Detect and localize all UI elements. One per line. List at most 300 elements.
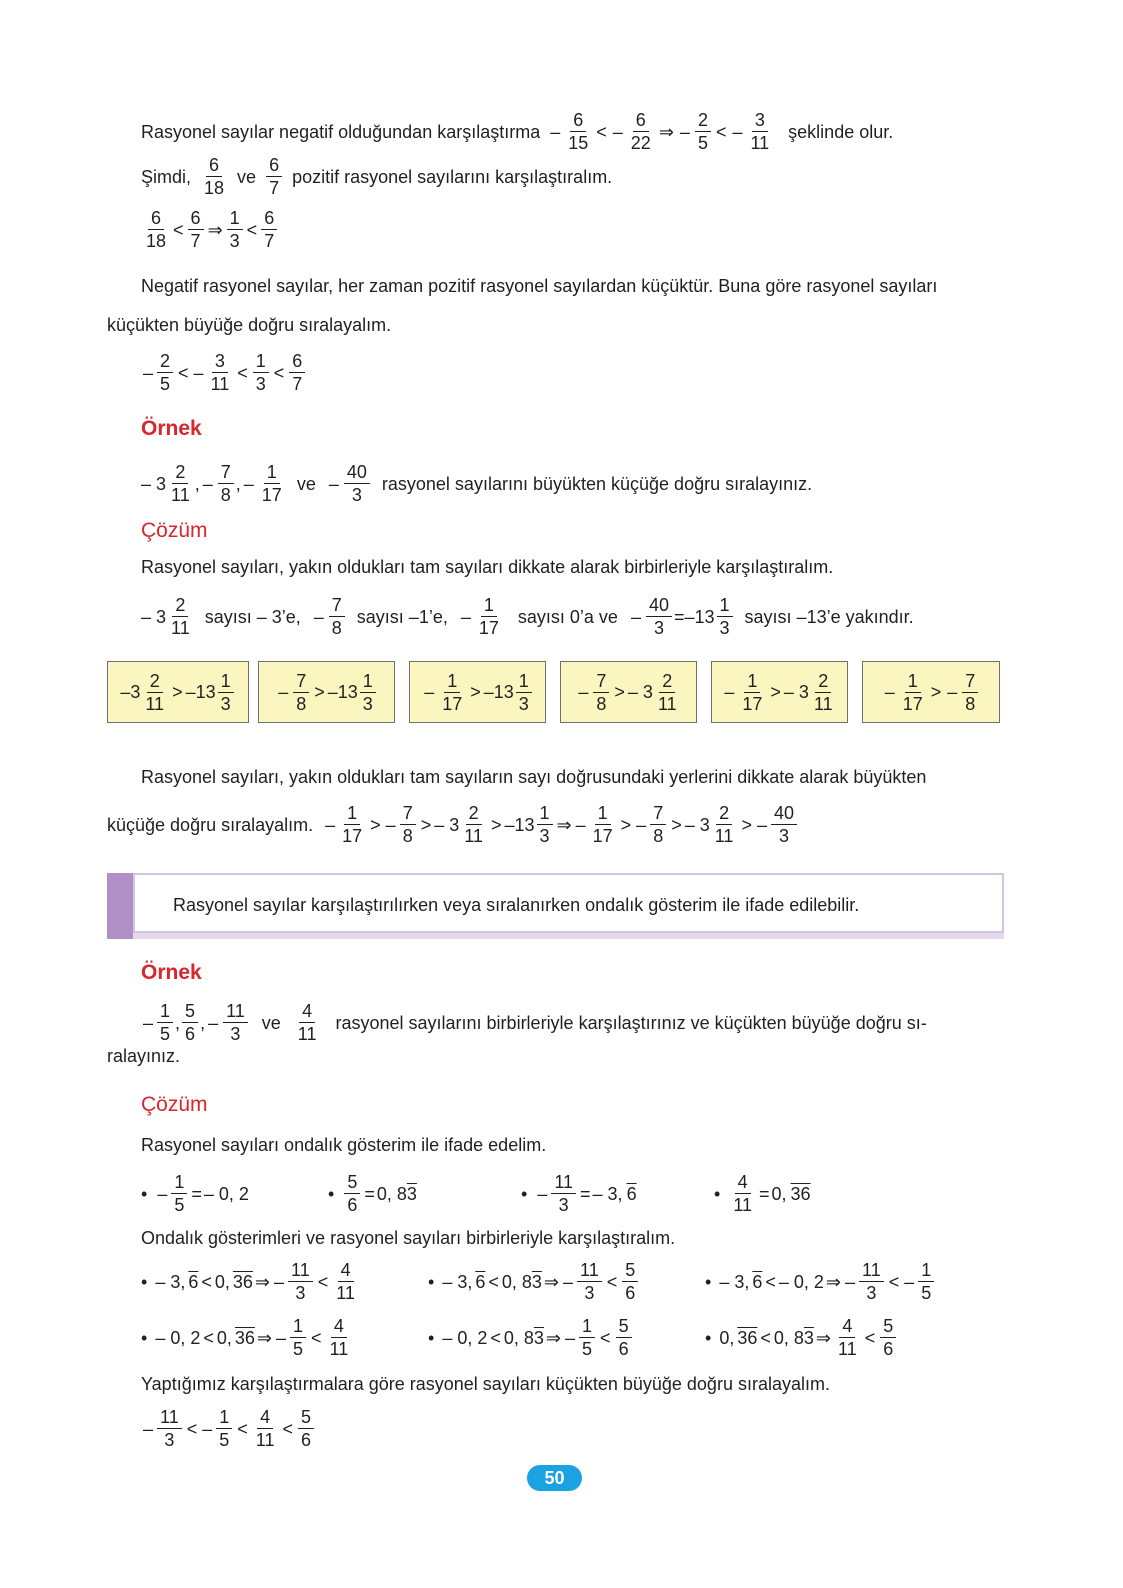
- math-operator: –: [202, 473, 213, 494]
- fraction-denominator: 7: [269, 178, 280, 198]
- fraction-denominator: 5: [174, 1195, 185, 1215]
- fraction-denominator: 3: [230, 1024, 241, 1044]
- decimal-intro: [141, 1136, 546, 1154]
- fraction-denominator: 8: [296, 693, 307, 714]
- fraction-numerator: 1: [171, 1171, 187, 1194]
- fraction-numerator: 2: [157, 350, 173, 373]
- fraction-denominator: 3: [778, 826, 789, 846]
- fraction-denominator: 11: [750, 133, 770, 153]
- fraction: [344, 1171, 360, 1216]
- math-operator: <: [282, 1418, 293, 1439]
- math-text: ve: [296, 473, 316, 494]
- math-text: Rasyonel sayıları, yakın oldukları tam sayıları dikkate alarak birbirleriyle karşılaştıralım.: [141, 557, 834, 577]
- math-text: 3: [803, 1327, 814, 1348]
- fraction-denominator: 3: [653, 618, 664, 638]
- math-text: Rasyonel sayıları, yakın oldukları tam sayıların sayı doğrusundaki yerlerini dikkate alarak büyükten: [141, 767, 927, 787]
- fraction-denominator: 3: [518, 693, 529, 714]
- math-operator: –: [845, 1271, 856, 1292]
- math-text: 0, 8: [773, 1327, 804, 1348]
- math-operator: –: [884, 681, 895, 702]
- fraction-denominator: 6: [347, 1195, 358, 1215]
- fraction-numerator: 2: [147, 670, 163, 693]
- math-operator: <: [178, 362, 189, 383]
- fraction-denominator: 5: [219, 1430, 230, 1450]
- math-operator: =: [364, 1183, 375, 1204]
- fraction-denominator: 11: [733, 1195, 752, 1215]
- fraction: [339, 802, 365, 847]
- fraction: [590, 802, 616, 847]
- math-text: 6: [626, 1183, 637, 1204]
- math-operator: ⇒: [256, 1327, 273, 1348]
- example-2-solution-heading: Çözüm: [141, 1093, 208, 1116]
- decimal-item-1: [141, 1171, 249, 1216]
- fraction-denominator: 5: [921, 1283, 932, 1303]
- math-text: küçüğe doğru sıralayalım.: [107, 814, 314, 835]
- fraction-numerator: 4: [338, 1259, 354, 1282]
- fraction-denominator: 6: [618, 1339, 629, 1359]
- fraction-denominator: 8: [596, 693, 607, 714]
- comparison-item-1: [141, 1259, 360, 1304]
- final-ordering: [141, 1406, 316, 1451]
- intro-line-1-suffix: şeklinde olur.: [788, 121, 894, 142]
- math-operator: –: [612, 121, 623, 142]
- fraction-numerator: 2: [172, 461, 188, 484]
- math-text: – 3,: [442, 1271, 473, 1292]
- math-operator: –: [276, 1327, 287, 1348]
- math-text: ,: [175, 1012, 181, 1033]
- math-operator: >: [620, 814, 632, 835]
- math-operator: >: [370, 814, 381, 835]
- math-operator: <: [186, 1418, 198, 1439]
- fraction: [171, 1171, 187, 1216]
- fraction-numerator: 3: [752, 109, 768, 132]
- math-text: 6: [188, 1271, 199, 1292]
- math-text: 0,: [719, 1327, 735, 1348]
- math-text: – 3: [434, 814, 460, 835]
- math-operator: <: [606, 1271, 618, 1292]
- example-1-heading: Örnek: [141, 417, 202, 440]
- math-operator: >: [420, 814, 432, 835]
- fraction: [835, 1315, 860, 1360]
- fraction: [717, 594, 733, 639]
- math-operator: <: [317, 1271, 329, 1292]
- fraction: [344, 461, 370, 506]
- math-text: Şimdi,: [141, 166, 192, 187]
- math-text: – 0, 2: [778, 1271, 824, 1292]
- comparison-box-4: [560, 661, 697, 723]
- math-operator: ⇒: [658, 121, 674, 142]
- fraction-numerator: 1: [216, 1406, 232, 1429]
- math-text: 36: [737, 1327, 758, 1348]
- fraction-numerator: 1: [157, 1000, 173, 1023]
- fraction: [157, 1406, 182, 1451]
- fraction-numerator: 1: [481, 594, 497, 617]
- fraction-numerator: 40: [771, 802, 797, 825]
- fraction-denominator: 17: [261, 485, 282, 505]
- math-text: 0, 8: [376, 1183, 407, 1204]
- math-text: Negatif rasyonel sayılar, her zaman pozitif rasyonel sayılardan küçüktür. Buna göre rasyonel sayıları: [141, 276, 938, 296]
- fraction-numerator: 6: [570, 109, 586, 132]
- math-operator: –: [278, 681, 289, 702]
- intro-line-2: [141, 154, 612, 199]
- math-operator: >: [470, 681, 481, 702]
- fraction-numerator: 4: [331, 1315, 347, 1338]
- math-operator: ⇒: [207, 219, 223, 240]
- math-text: sayısı – 3’e,: [204, 606, 301, 627]
- fraction-numerator: 7: [218, 461, 234, 484]
- fraction: [579, 1315, 595, 1360]
- fraction-denominator: 3: [539, 826, 550, 846]
- fraction: [227, 207, 243, 252]
- fraction-numerator: 11: [157, 1406, 182, 1429]
- paragraph-2-ordering: [107, 802, 799, 847]
- fraction-denominator: 8: [965, 693, 976, 714]
- fraction-denominator: 11: [171, 485, 190, 505]
- fraction-denominator: 7: [292, 374, 303, 394]
- math-text: – 0, 2: [203, 1183, 249, 1204]
- fraction-denominator: 11: [210, 374, 230, 394]
- fraction: [143, 207, 169, 252]
- math-operator: ⇒: [556, 814, 572, 835]
- fraction: [333, 1259, 358, 1304]
- math-text: 6: [752, 1271, 763, 1292]
- math-text: Rasyonel sayıları ondalık gösterim ile ifade edelim.: [141, 1135, 547, 1155]
- compare-intro: [141, 1229, 675, 1247]
- math-operator: –: [143, 362, 154, 383]
- fraction: [551, 1171, 576, 1216]
- fraction: [739, 670, 765, 715]
- fraction: [218, 461, 234, 506]
- math-text: •: [141, 1271, 148, 1292]
- fraction-numerator: 40: [646, 594, 672, 617]
- fraction-denominator: 18: [146, 231, 167, 251]
- fraction-numerator: 1: [253, 350, 269, 373]
- fraction: [439, 670, 465, 715]
- math-operator: ⇒: [543, 1271, 560, 1292]
- math-operator: –: [157, 1183, 168, 1204]
- math-text: ,: [200, 1012, 206, 1033]
- fraction-denominator: 8: [331, 618, 342, 638]
- fraction-denominator: 3: [584, 1283, 595, 1303]
- fraction: [747, 109, 772, 154]
- math-operator: <: [237, 362, 248, 383]
- fraction-denominator: 5: [697, 133, 708, 153]
- example-1-solution-heading: Çözüm: [141, 519, 208, 542]
- fraction: [188, 207, 204, 252]
- math-text: 0,: [771, 1183, 787, 1204]
- fraction: [622, 1259, 638, 1304]
- math-text: 0, 8: [501, 1271, 532, 1292]
- fraction: [168, 461, 193, 506]
- fraction: [208, 350, 233, 395]
- fraction-numerator: 1: [537, 802, 553, 825]
- fraction-denominator: 11: [714, 826, 734, 846]
- fraction: [628, 109, 654, 154]
- fraction-numerator: 11: [551, 1171, 576, 1194]
- fraction-numerator: 4: [735, 1171, 751, 1194]
- paragraph-2: [141, 768, 926, 786]
- fraction: [962, 670, 978, 715]
- fraction-numerator: 1: [444, 670, 460, 693]
- fraction-denominator: 17: [592, 826, 613, 846]
- fraction: [290, 1315, 306, 1360]
- example-1-question: [141, 461, 812, 506]
- fraction-denominator: 17: [342, 826, 363, 846]
- fraction-numerator: 40: [344, 461, 370, 484]
- note-text: Rasyonel sayılar karşılaştırılırken veya sıralanırken ondalık gösterim ile ifade edilebilir.: [173, 895, 860, 915]
- fraction: [253, 1406, 278, 1451]
- comparison-box-6: [862, 661, 1000, 723]
- fraction-denominator: 8: [220, 485, 231, 505]
- intro-line-1: [141, 109, 893, 154]
- math-text: ve: [261, 1012, 281, 1033]
- decimal-item-3: [521, 1171, 637, 1216]
- fraction-numerator: 1: [717, 594, 733, 617]
- math-operator: –: [732, 121, 743, 142]
- intro-line-1-text: Rasyonel sayılar negatif olduğundan karşılaştırma: [141, 121, 541, 142]
- fraction-numerator: 3: [212, 350, 228, 373]
- math-text: –3: [120, 681, 141, 702]
- math-operator: =: [191, 1183, 202, 1204]
- math-text: 3: [531, 1271, 542, 1292]
- math-operator: –: [947, 681, 958, 702]
- fraction-denominator: 11: [329, 1339, 349, 1359]
- math-text: – 3: [627, 681, 653, 702]
- math-operator: >: [614, 681, 625, 702]
- math-operator: –: [208, 1012, 219, 1033]
- math-operator: –: [143, 1012, 154, 1033]
- fraction-numerator: 4: [257, 1406, 273, 1429]
- fraction-numerator: 2: [466, 802, 482, 825]
- fraction: [616, 1315, 632, 1360]
- fraction-numerator: 7: [650, 802, 666, 825]
- fraction-numerator: 5: [622, 1259, 638, 1282]
- fraction-numerator: 6: [633, 109, 649, 132]
- math-operator: <: [600, 1327, 611, 1348]
- example-1-solution-text: [141, 558, 833, 576]
- fraction-denominator: 11: [255, 1430, 275, 1450]
- note-shadow: [133, 933, 1004, 939]
- math-operator: <: [173, 219, 184, 240]
- fraction-denominator: 3: [255, 374, 266, 394]
- example-2-question: [141, 1000, 927, 1045]
- intro-comparison: [141, 207, 279, 252]
- fraction-numerator: 1: [579, 1315, 595, 1338]
- comparison-item-5: [428, 1315, 634, 1360]
- fraction-denominator: 11: [336, 1283, 355, 1303]
- fraction-numerator: 7: [962, 670, 978, 693]
- fraction: [880, 1315, 896, 1360]
- comparison-item-6: [705, 1315, 898, 1360]
- fraction-denominator: 18: [204, 178, 225, 198]
- example-2-question-cont: [107, 1047, 180, 1065]
- math-operator: –: [630, 606, 641, 627]
- math-text: •: [141, 1327, 148, 1348]
- fraction-denominator: 17: [478, 618, 499, 638]
- fraction: [360, 670, 376, 715]
- comparison-item-3: [705, 1259, 936, 1304]
- fraction: [771, 802, 797, 847]
- fraction-numerator: 6: [266, 154, 282, 177]
- math-operator: <: [864, 1327, 876, 1348]
- fraction: [811, 670, 836, 715]
- math-text: Yaptığımız karşılaştırmalara göre rasyonel sayıları küçükten büyüğe doğru sıralayalım.: [141, 1374, 830, 1394]
- math-operator: <: [596, 121, 607, 142]
- math-operator: –: [578, 681, 589, 702]
- math-text: ,: [194, 473, 200, 494]
- fraction: [327, 1315, 352, 1360]
- fraction: [259, 461, 285, 506]
- fraction-numerator: 1: [218, 670, 234, 693]
- math-operator: –: [274, 1271, 285, 1292]
- ordering-1: [141, 350, 307, 395]
- fraction: [298, 1406, 314, 1451]
- fraction-denominator: 11: [838, 1339, 857, 1359]
- fraction-denominator: 3: [866, 1283, 877, 1303]
- fraction: [289, 350, 305, 395]
- math-text: ve: [237, 166, 257, 187]
- math-operator: <: [765, 1271, 776, 1292]
- fraction-numerator: 1: [516, 670, 532, 693]
- math-operator: –: [537, 1183, 548, 1204]
- fraction-denominator: 8: [402, 826, 413, 846]
- fraction-numerator: 4: [839, 1315, 855, 1338]
- math-operator: <: [203, 1327, 214, 1348]
- fraction-numerator: 5: [344, 1171, 360, 1194]
- fraction-denominator: 5: [582, 1339, 593, 1359]
- fraction: [182, 1000, 198, 1045]
- fraction-numerator: 1: [227, 207, 243, 230]
- fraction-denominator: 6: [883, 1339, 894, 1359]
- math-operator: <: [488, 1271, 499, 1292]
- fraction-denominator: 3: [229, 231, 240, 251]
- fraction-numerator: 1: [360, 670, 376, 693]
- math-text: – 3,: [592, 1183, 623, 1204]
- math-operator: –: [313, 606, 324, 627]
- math-operator: >: [770, 681, 781, 702]
- note-box: [107, 873, 1004, 939]
- math-operator: <: [760, 1327, 771, 1348]
- comparison-box-3: [409, 661, 546, 723]
- math-operator: ⇒: [815, 1327, 832, 1348]
- comparison-item-2: [428, 1259, 640, 1304]
- fraction-numerator: 6: [148, 207, 164, 230]
- math-operator: –: [460, 606, 471, 627]
- math-operator: –: [563, 1271, 574, 1292]
- math-operator: –: [202, 1418, 213, 1439]
- math-text: 36: [790, 1183, 811, 1204]
- fraction: [400, 802, 416, 847]
- math-text: rasyonel sayılarını birbirleriyle karşılaştırınız ve küçükten büyüğe doğru sı-: [335, 1012, 927, 1033]
- math-operator: >: [671, 814, 682, 835]
- math-text: –13: [185, 681, 216, 702]
- fraction-denominator: 3: [351, 485, 362, 505]
- math-operator: <: [311, 1327, 322, 1348]
- math-text: –13: [327, 681, 358, 702]
- fraction: [655, 670, 680, 715]
- math-text: •: [141, 1183, 148, 1204]
- fraction-numerator: 6: [289, 350, 305, 373]
- math-operator: –: [550, 121, 561, 142]
- math-text: sayısı –1’e,: [356, 606, 448, 627]
- math-operator: <: [246, 219, 258, 240]
- fraction-numerator: 7: [400, 802, 416, 825]
- math-operator: =: [759, 1183, 770, 1204]
- fraction: [461, 802, 486, 847]
- fraction-denominator: 3: [719, 618, 730, 638]
- fraction-denominator: 7: [264, 231, 275, 251]
- math-text: –13: [504, 814, 535, 835]
- example-2-heading: Örnek: [141, 961, 202, 984]
- fraction: [288, 1259, 313, 1304]
- math-operator: <: [273, 362, 285, 383]
- fraction-denominator: 8: [653, 826, 664, 846]
- math-operator: >: [741, 814, 752, 835]
- fraction-numerator: 2: [815, 670, 831, 693]
- fraction-numerator: 11: [577, 1259, 602, 1282]
- fraction-denominator: 6: [625, 1283, 636, 1303]
- math-text: 36: [234, 1327, 255, 1348]
- example-1-nearest: [141, 594, 914, 639]
- math-operator: –: [424, 681, 435, 702]
- fraction-numerator: 1: [744, 670, 760, 693]
- fraction-denominator: 11: [171, 618, 190, 638]
- fraction-numerator: 2: [659, 670, 675, 693]
- math-operator: –: [143, 1418, 154, 1439]
- fraction: [537, 802, 553, 847]
- math-operator: ⇒: [825, 1271, 842, 1292]
- fraction-denominator: 11: [145, 693, 165, 714]
- math-text: sayısı –13’e yakındır.: [744, 606, 914, 627]
- math-operator: –: [193, 362, 204, 383]
- math-operator: >: [490, 814, 502, 835]
- fraction: [900, 670, 926, 715]
- fraction: [476, 594, 502, 639]
- math-operator: <: [490, 1327, 501, 1348]
- math-text: –13: [483, 681, 514, 702]
- math-text: •: [521, 1183, 528, 1204]
- fraction-denominator: 3: [295, 1283, 306, 1303]
- fraction: [646, 594, 672, 639]
- page-number-badge: 50: [527, 1465, 582, 1491]
- fraction-numerator: 5: [298, 1406, 314, 1429]
- math-text: pozitif rasyonel sayılarını karşılaştıralım.: [292, 166, 613, 187]
- fraction-denominator: 15: [568, 133, 589, 153]
- fraction-numerator: 11: [288, 1259, 313, 1282]
- fraction-numerator: 2: [695, 109, 711, 132]
- comparison-item-4: [141, 1315, 353, 1360]
- fraction-numerator: 1: [264, 461, 280, 484]
- math-operator: –: [328, 473, 339, 494]
- math-operator: –: [385, 814, 396, 835]
- comparison-box-5: [711, 661, 848, 723]
- math-text: 0,: [216, 1327, 232, 1348]
- fraction: [695, 109, 711, 154]
- fraction-denominator: 6: [300, 1430, 311, 1450]
- fraction-numerator: 11: [859, 1259, 884, 1282]
- math-operator: >: [930, 681, 942, 702]
- math-text: •: [428, 1271, 435, 1292]
- fraction-numerator: 6: [261, 207, 277, 230]
- fraction-numerator: 6: [188, 207, 204, 230]
- math-operator: –: [565, 1327, 576, 1348]
- fraction: [293, 670, 309, 715]
- fraction: [329, 594, 345, 639]
- fraction-denominator: 17: [742, 693, 763, 714]
- math-text: •: [428, 1327, 435, 1348]
- math-operator: –: [904, 1271, 915, 1292]
- fraction: [730, 1171, 755, 1216]
